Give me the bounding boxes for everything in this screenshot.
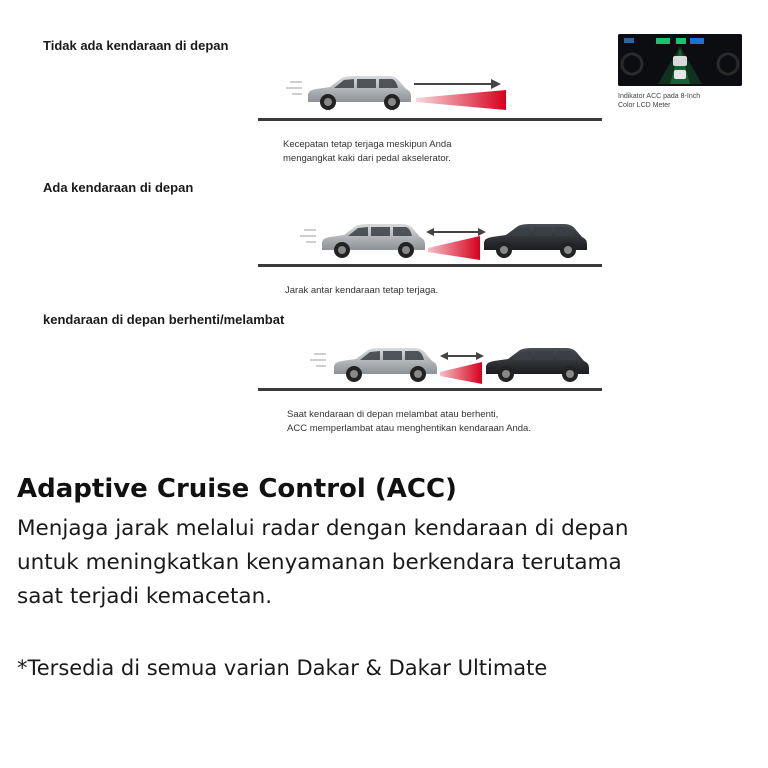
distance-arrow bbox=[440, 352, 484, 360]
radar-beam bbox=[440, 362, 482, 384]
scenario-1-title: Tidak ada kendaraan di depan bbox=[43, 38, 229, 53]
description-line: Menjaga jarak melalui radar dengan kendaraan di depan bbox=[17, 516, 629, 541]
scenario-1-caption bbox=[283, 138, 451, 166]
road-3 bbox=[258, 388, 602, 391]
lcd-caption-line: Indikator ACC pada 8-Inch bbox=[618, 93, 701, 100]
forward-arrow bbox=[414, 79, 501, 89]
own-car bbox=[322, 224, 425, 258]
lcd-caption-line: Color LCD Meter bbox=[618, 102, 671, 109]
speed-lines bbox=[300, 230, 316, 242]
description-line: saat terjadi kemacetan. bbox=[17, 584, 273, 609]
speed-lines bbox=[310, 354, 326, 366]
caption-line: mengangkat kaki dari pedal akselerator. bbox=[283, 153, 451, 164]
radar-beam bbox=[428, 236, 480, 260]
scenario-3-illustration bbox=[310, 342, 600, 388]
distance-arrow bbox=[426, 228, 486, 236]
lcd-caption bbox=[618, 92, 700, 110]
lcd-meter-graphic bbox=[618, 34, 742, 86]
scenario-2-title: Ada kendaraan di depan bbox=[43, 180, 194, 195]
radar-beam bbox=[416, 90, 506, 110]
own-car bbox=[308, 76, 411, 110]
caption-line: ACC memperlambat atau menghentikan kendaraan Anda. bbox=[287, 423, 531, 434]
description-line: untuk meningkatkan kenyamanan berkendara terutama bbox=[17, 550, 622, 575]
speed-lines bbox=[286, 82, 302, 94]
feature-description bbox=[17, 512, 757, 614]
road-2 bbox=[258, 264, 602, 267]
scenario-2-illustration bbox=[300, 218, 600, 264]
lcd-meter-image bbox=[618, 34, 742, 86]
scenario-3-title: kendaraan di depan berhenti/melambat bbox=[43, 312, 285, 327]
caption-line: Jarak antar kendaraan tetap terjaga. bbox=[285, 285, 439, 296]
scenario-1-illustration bbox=[286, 70, 526, 118]
car-ahead bbox=[484, 224, 587, 258]
road-1 bbox=[258, 118, 602, 121]
scenario-2-caption bbox=[285, 284, 438, 298]
own-car bbox=[334, 348, 437, 382]
caption-line: Kecepatan tetap terjaga meskipun Anda bbox=[283, 139, 452, 150]
availability-note: *Tersedia di semua varian Dakar & Dakar Ultimate bbox=[17, 656, 548, 680]
feature-title: Adaptive Cruise Control (ACC) bbox=[17, 474, 457, 504]
scenario-3-caption bbox=[287, 408, 531, 436]
caption-line: Saat kendaraan di depan melambat atau berhenti, bbox=[287, 409, 499, 420]
car-ahead bbox=[486, 348, 589, 382]
